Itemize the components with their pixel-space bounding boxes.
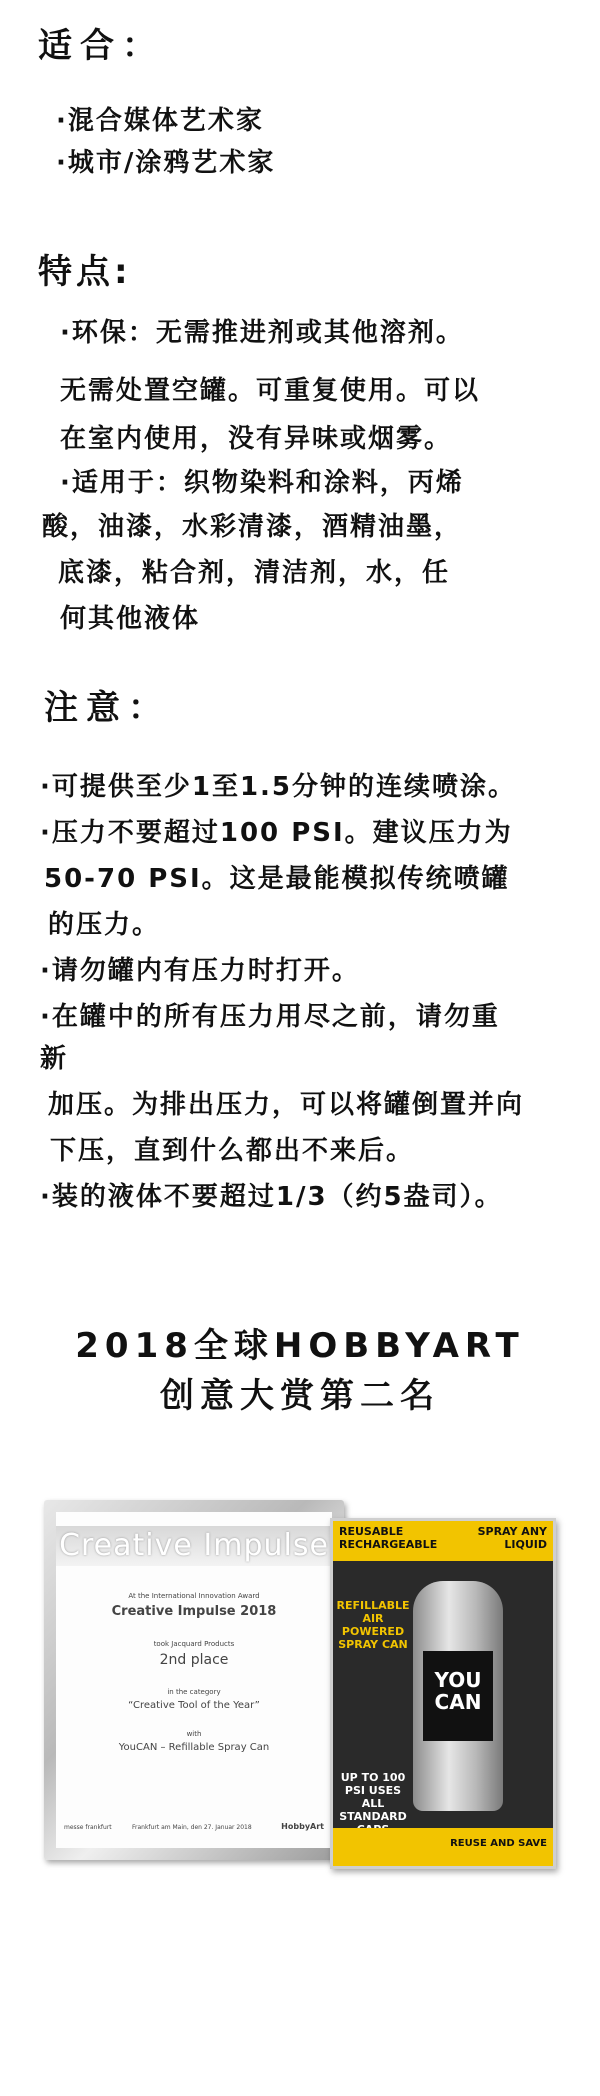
package-top-band — [333, 1521, 553, 1561]
package-side-label: REFILLABLE AIR POWERED SPRAY CAN — [336, 1599, 410, 1651]
product-package — [330, 1518, 556, 1869]
features-heading: 特点: — [38, 252, 132, 292]
spray-bottle — [413, 1581, 503, 1811]
package-top-left: REUSABLE RECHARGEABLE — [339, 1525, 438, 1551]
certificate-product: YouCAN – Refillable Spray Can — [118, 1742, 270, 1753]
certificate-with: with — [186, 1730, 202, 1738]
notes-line: ·压力不要超过100 PSI。建议压力为 — [40, 818, 513, 848]
notes-line: 下压，直到什么都出不来后。 — [50, 1136, 415, 1166]
certificate-place: 2nd place — [159, 1652, 229, 1668]
features-line: 无需处置空罐。可重复使用。可以 — [60, 376, 481, 406]
certificate-banner: Creative Impulse — [56, 1526, 332, 1566]
notes-line: ·在罐中的所有压力用尽之前，请勿重 — [40, 1002, 500, 1032]
award-title-line2: 创意大赏第二名 — [160, 1376, 440, 1416]
certificate — [56, 1512, 332, 1848]
certificate-title: Creative Impulse 2018 — [111, 1604, 277, 1619]
notes-heading: 注意： — [44, 688, 170, 728]
certificate-in-category: in the category — [167, 1688, 221, 1696]
notes-line: ·可提供至少1至1.5分钟的连续喷涂。 — [40, 772, 517, 802]
notes-line: ·装的液体不要超过1/3（约5盎司）。 — [40, 1182, 503, 1212]
features-line: 酸，油漆，水彩清漆，酒精油墨， — [42, 512, 463, 542]
certificate-small-top: At the International Innovation Award — [128, 1592, 260, 1600]
award-title-line1: 2018全球HOBBYART — [75, 1326, 525, 1366]
features-line: ·适用于：织物染料和涂料，丙烯 — [60, 468, 464, 498]
features-line: ·环保：无需推进剂或其他溶剂。 — [60, 318, 464, 348]
notes-line: 新 — [40, 1044, 69, 1074]
package-bottom-band — [333, 1828, 553, 1866]
package-side-label-2: UP TO 100 PSI USES ALL STANDARD — [339, 1771, 407, 1823]
certificate-category: “Creative Tool of the Year” — [128, 1700, 260, 1711]
certificate-took: took Jacquard Products — [153, 1640, 235, 1648]
certificate-footer-mid: Frankfurt am Main, den 27. Januar 2018 — [132, 1824, 252, 1831]
certificate-frame — [44, 1500, 344, 1860]
suitable-item: ·混合媒体艺术家 — [56, 106, 264, 136]
features-line: 底漆，粘合剂，清洁剂，水，任 — [58, 558, 451, 588]
certificate-footer-left: messe frankfurt — [64, 1824, 112, 1831]
features-line: 何其他液体 — [60, 604, 201, 634]
notes-line: 50-70 PSI。这是最能模拟传统喷罐 — [44, 864, 510, 894]
notes-line: ·请勿罐内有压力时打开。 — [40, 956, 360, 986]
bottle-label: YOU CAN — [423, 1651, 493, 1741]
award-photo — [40, 1500, 570, 1870]
suitable-item: ·城市/涂鸦艺术家 — [56, 148, 276, 178]
certificate-footer-right: HobbyArt — [281, 1822, 324, 1831]
package-top-right: SPRAY ANY LIQUID — [477, 1525, 547, 1551]
notes-line: 加压。为排出压力，可以将罐倒置并向 — [48, 1090, 525, 1120]
suitable-heading: 适合： — [38, 26, 164, 66]
notes-line: 的压力。 — [48, 910, 161, 940]
features-line: 在室内使用，没有异味或烟雾。 — [60, 424, 453, 454]
package-bottom-right: REUSE AND SAVE — [450, 1838, 547, 1849]
